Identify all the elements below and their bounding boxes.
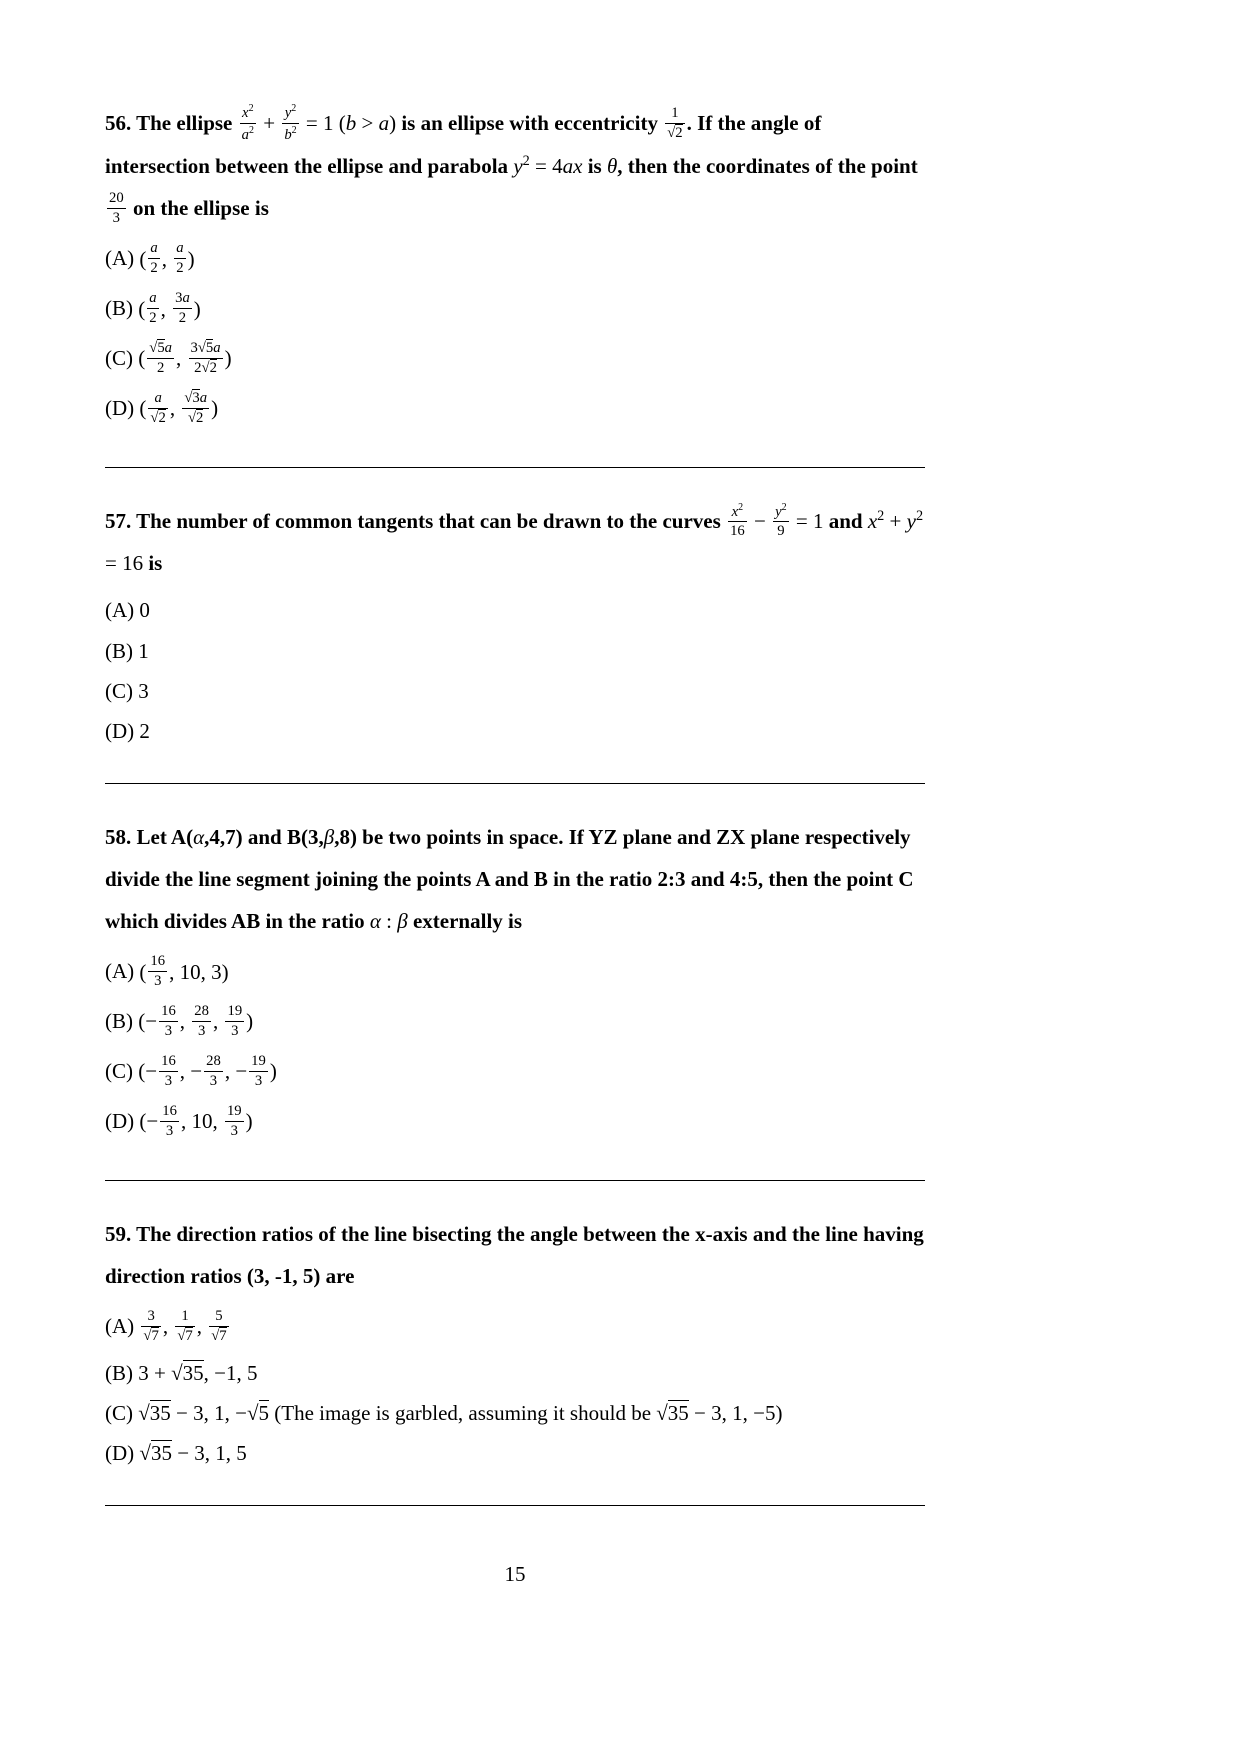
question-59-option-a: (A) $\frac{3}{√7}$ , $\frac{1}{√7}$ , $\frac{5}{√7}$ [105, 1307, 227, 1344]
question-57-option-a: (A) 0 [105, 598, 150, 623]
question-58-option-d: (D) (− $\frac{16}{3}$ , 10, $\frac{19}{3}$ ) [105, 1102, 253, 1139]
question-58-text: 58. Let A(α,4,7) and B(3,β,8) be two points in space. If YZ plane and ZX plane respectively divide the line segment joining the points A and B in the ratio 2:3 and 4:5, then the point C which divides AB in the ratio α : β externally is [105, 825, 914, 934]
question-57-text: 57. The number of common tangents that can be drawn to the curves $\frac{x^2}{16}$ − $\frac{y^2}{9}$ = 1 and $x^2 + y^2 = 16$ is [105, 501, 924, 576]
question-59-option-d: (D) √35 − 3, 1, 5 [105, 1441, 247, 1466]
question-59-option-b: (B) 3 + √35, −1, 5 [105, 1360, 258, 1385]
question-59-text: 59. The direction ratios of the line bisecting the angle between the x-axis and the line having direction ratios (3, -1, 5) are [105, 1221, 924, 1288]
question-59 [105, 1213, 925, 1468]
question-57-option-b: (B) 1 [105, 638, 149, 663]
question-56-option-a: (A) ( $\frac{a}{2}$ , $\frac{a}{2}$ ) [105, 240, 195, 277]
question-56-option-d: (D) ( $\frac{a}{√2}$ , $\frac{√3a}{√2}$ ) [105, 389, 219, 426]
question-58-option-a: (A) ( $\frac{16}{3}$ , 10, 3) [105, 953, 229, 990]
section-divider [105, 467, 925, 468]
question-58 [105, 816, 925, 1141]
question-57-option-d: (D) 2 [105, 719, 150, 744]
section-divider [105, 783, 925, 784]
question-57 [105, 500, 925, 746]
question-58-option-c: (C) (− $\frac{16}{3}$ , − $\frac{28}{3}$ , − $\frac{19}{3}$ ) [105, 1053, 277, 1089]
question-59-option-c: (C) √35 − 3, 1, −√5 (The image is garbled, assuming it should be √35 − 3, 1, −5) [105, 1400, 783, 1425]
question-56-option-b: (B) ( $\frac{a}{2}$ , $\frac{3a}{2}$ ) [105, 290, 201, 327]
question-57-option-c: (C) 3 [105, 678, 149, 703]
section-divider [105, 1180, 925, 1181]
section-divider [105, 1505, 925, 1506]
question-56 [105, 102, 925, 429]
question-56-text: 56. The ellipse $\frac{x^2}{a^2}$ + $\frac{y^2}{b^2}$ = 1 (b > a) is an ellipse with eccentricity $\frac{1}{√2}$ . If the angle of intersection between the ellipse and parabola $y^2 = 4ax$ is θ, then the coordinates of the point $\frac{20}{3}$ on the ellipse is [105, 102, 918, 227]
page-number: 15 [504, 1562, 526, 1587]
question-56-option-c: (C) ( $\frac{√5a}{2}$ , $\frac{3√5a}{2√2}$ ) [105, 340, 232, 377]
question-58-option-b: (B) (− $\frac{16}{3}$ , $\frac{28}{3}$ , $\frac{19}{3}$ ) [105, 1003, 254, 1040]
